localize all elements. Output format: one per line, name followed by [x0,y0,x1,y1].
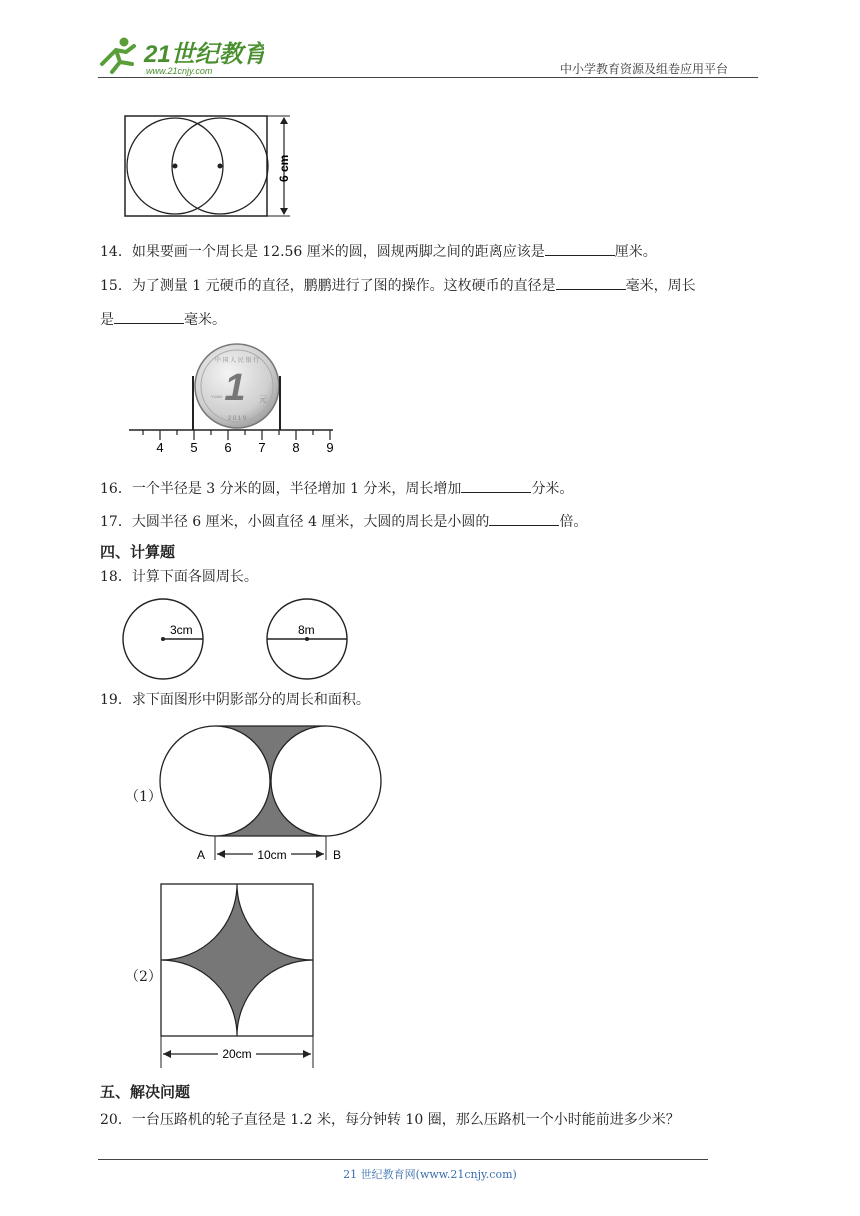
point-a-label: A [197,848,206,862]
circle2-label: 8m [298,623,315,637]
q16-blank[interactable] [461,478,531,493]
q15-blank-diameter[interactable] [556,275,626,290]
ruler-label: 8 [292,440,300,455]
q17-blank[interactable] [489,511,559,526]
question-15-line2 [100,309,226,330]
coin-icon [195,344,279,428]
q14-text: 14．如果要画一个周长是 12.56 厘米的圆，圆规两脚之间的距离应该是 [100,244,545,260]
shaded-figure-1 [155,720,390,869]
circle-radius-figure [123,599,203,679]
logo-main-text: 21世纪教育 [144,41,264,68]
fig1-label: （1） [125,789,162,805]
question-18: 18．计算下面各圆周长。 [100,569,258,585]
point-b-label: B [333,848,342,862]
coin-unit: 元 [259,395,267,404]
height-label: 6 cm [277,154,291,182]
q14-after: 厘米。 [614,244,657,260]
site-logo [94,34,264,80]
ruler-label: 7 [258,440,266,455]
footer-text: 21 世纪教育网(www.21cnjy.com) [343,1168,517,1181]
coin-value: 1 [224,367,246,409]
coin-top-text: 中 国 人 民 银 行 [214,358,260,364]
coin-yuan: YUAN [211,394,223,399]
q17-text: 17．大圆半径 6 厘米，小圆直径 4 厘米，大圆的周长是小圆的 [100,514,490,530]
question-14 [100,241,657,262]
coin-ruler-figure [125,340,340,459]
q15-mid: 毫米，周长 [625,278,696,294]
q15-line2-start: 是 [100,312,114,328]
q15-text: 15．为了测量 1 元硬币的直径，鹏鹏进行了图的操作。这枚硬币的直径是 [100,278,556,294]
runner-icon [102,38,134,73]
fig2-label: （2） [125,969,162,985]
question-15-line1 [100,275,696,296]
ruler-label: 6 [224,440,232,455]
question-19: 19．求下面图形中阴影部分的周长和面积。 [100,692,370,708]
question-17 [100,511,587,532]
logo-url-text: www.21cnjy.com [146,66,213,76]
ruler-label: 9 [326,440,334,455]
circle-diameter-figure [267,599,347,679]
shaded-figure-2 [155,878,325,1077]
fig1-dimension: 10cm [257,848,287,862]
question-16 [100,478,573,499]
header-divider [98,77,758,78]
header-right-text: 中小学教育资源及组卷应用平台 [560,62,729,76]
two-circles-figure [120,112,300,226]
coin-year: 2 0 1 9 [227,416,247,422]
question-20: 20．一台压路机的轮子直径是 1.2 米，每分钟转 10 圈，那么压路机一个小时能前进多少米？ [100,1112,680,1128]
section-4-title: 四、计算题 [100,543,176,561]
q14-blank[interactable] [545,241,615,256]
q15-blank-circumference[interactable] [114,309,184,324]
ruler-label: 4 [156,440,164,455]
q16-after: 分米。 [531,481,574,497]
q16-text: 16．一个半径是 3 分米的圆，半径增加 1 分米，周长增加 [100,481,462,497]
ruler-label: 5 [190,440,198,455]
q15-after: 毫米。 [184,312,226,328]
q17-after: 倍。 [559,514,588,530]
fig2-dimension: 20cm [222,1047,252,1061]
section-5-title: 五、解决问题 [100,1083,191,1101]
footer-divider [98,1159,708,1160]
circles-figure [118,598,358,686]
circle1-label: 3cm [170,623,193,637]
